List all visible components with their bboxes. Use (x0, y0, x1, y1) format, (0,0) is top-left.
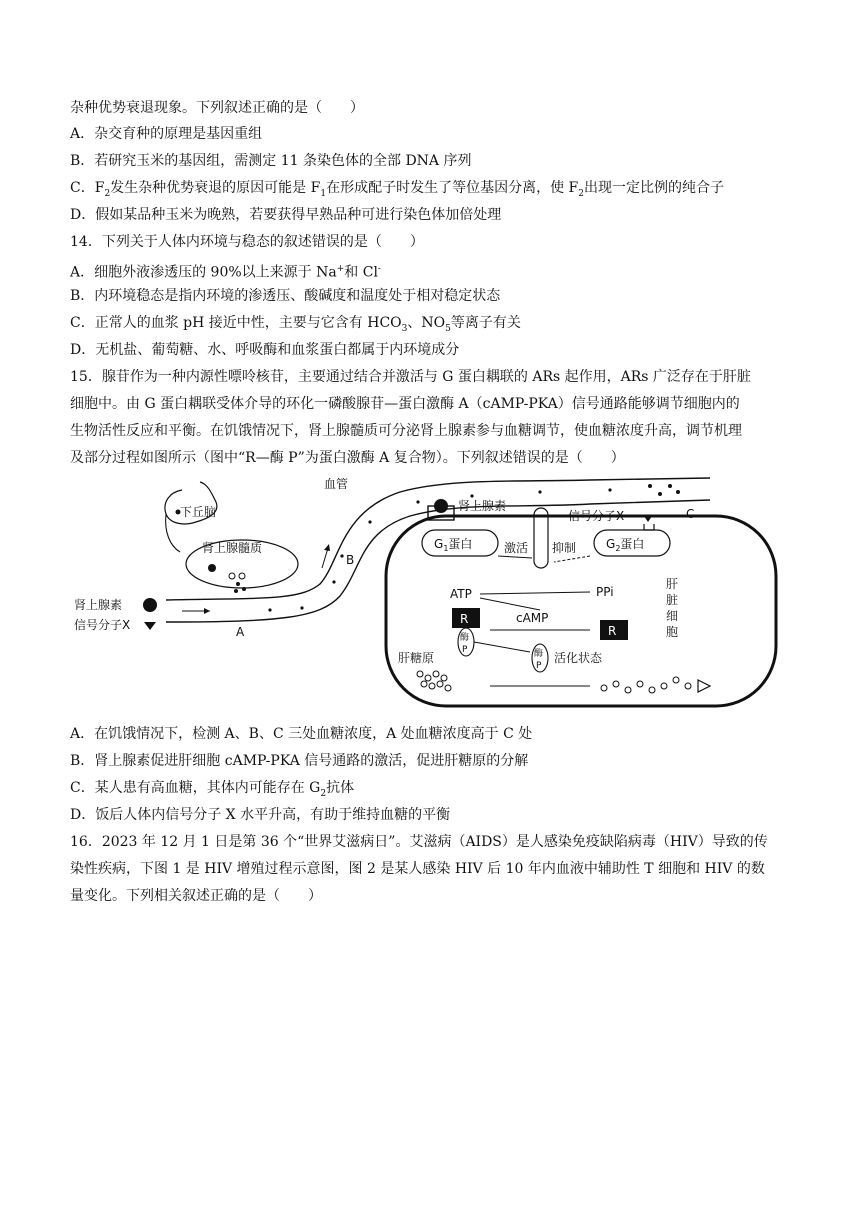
q13-option-a: A．杂交育种的原理是基因重组 (70, 126, 263, 142)
r-label: R (460, 612, 469, 626)
blood-particle (340, 554, 343, 557)
activation-arrow (474, 642, 530, 652)
adrenal-medulla-label: 肾上腺髓质 (202, 541, 263, 555)
q15-option-b: B．肾上腺素促进肝细胞 cAMP-PKA 信号通路的激活，促进肝糖原的分解 (70, 753, 529, 769)
glucose-transporter (698, 680, 710, 692)
q15-stem-line3: 生物活性反应和平衡。在饥饿情况下，肾上腺髓质可分泌肾上腺素参与血糖调节，使血糖浓度升高，调节机理 (70, 423, 742, 439)
g2-protein-label: $G_2$蛋白 (606, 537, 645, 553)
vesicle-icon (229, 573, 235, 579)
active-state-label: 活化状态 (554, 651, 603, 665)
q14-option-a: A．细胞外液渗透压的 90%以上来源于 Na+和 Cl- (70, 264, 381, 281)
label-a: A (236, 625, 245, 639)
q13-option-c: C．$F_2$发生杂种优势衰退的原因可能是 $F_1$在形成配子时发生了等位基因分离，使 $F_2$出现一定比例的纯合子 (70, 180, 724, 199)
blood-particle (538, 490, 541, 493)
active-p-label: P (536, 661, 542, 671)
q15-option-a: A．在饥饿情况下，检测 A、B、C 三处血糖浓度，A 处血糖浓度高于 C 处 (70, 726, 533, 742)
epinephrine-molecule (658, 492, 662, 496)
blood-particle (416, 500, 419, 503)
flow-arrowhead (204, 608, 210, 614)
q14-option-d: D．无机盐、葡萄糖、水、呼吸酶和血浆蛋白都属于内环境成分 (70, 342, 460, 358)
signal-x-receptor-label: 信号分子X (568, 509, 625, 523)
liver-cell-label-4: 胞 (666, 625, 679, 639)
secreted-hormone-dot (236, 582, 240, 586)
active-enzyme-label: 酶 (534, 649, 544, 659)
q15-option-d: D．饭后人体内信号分子 X 水平升高，有助于维持血糖的平衡 (70, 807, 451, 823)
epinephrine-legend-label: 肾上腺素 (74, 598, 123, 612)
epinephrine-molecule (648, 484, 652, 488)
signal-x-legend-label: 信号分子X (74, 618, 131, 632)
label-b: B (346, 553, 355, 567)
q15-option-c: C．某人患有高血糖，其体内可能存在 $G_2$抗体 (70, 780, 355, 799)
blood-particle (300, 606, 303, 609)
q14-stem: 14．下列关于人体内环境与稳态的叙述错误的是（ ） (70, 234, 424, 250)
vessel-lower-wall (166, 500, 710, 622)
flow-arrow (322, 548, 328, 568)
epinephrine-legend-icon (143, 598, 157, 612)
p-label: P (462, 645, 468, 655)
q13-option-b: B．若研究玉米的基因组，需测定 11 条染色体的全部 DNA 序列 (70, 153, 472, 169)
q13-option-d: D．假如某品种玉米为晚熟，若要获得早熟品种可进行染色体加倍处理 (70, 207, 502, 223)
nerve-fiber (166, 514, 180, 552)
signal-x-receptor (644, 524, 654, 530)
blood-particle (608, 488, 611, 491)
vessel-label: 血管 (324, 477, 349, 491)
bound-epinephrine-icon (434, 499, 448, 513)
atp-to-camp-arrow (480, 598, 540, 610)
q14-option-c: C．正常人的血浆 pH 接近中性，主要与它含有 $HCO_3$、$NO_5$等离子有关 (70, 315, 521, 334)
inhibit-label: 抑制 (552, 541, 577, 555)
signal-x-molecule-icon (644, 516, 652, 522)
blood-particle (268, 608, 271, 611)
glycogen-granules (417, 671, 451, 691)
vesicle-icon (239, 573, 245, 579)
q13-stem-continuation: 杂种优势衰退现象。下列叙述正确的是（ ） (70, 100, 364, 116)
camp-label: cAMP (516, 611, 549, 625)
atp-label: ATP (450, 587, 472, 601)
epinephrine-molecule (668, 484, 672, 488)
ppi-label: PPi (596, 585, 614, 599)
q16-stem-line3: 量变化。下列相关叙述正确的是（ ） (70, 888, 322, 904)
blood-sugar-regulation-diagram (70, 472, 790, 708)
flow-arrowhead (324, 544, 330, 551)
liver-cell-label-1: 肝 (666, 577, 679, 591)
hypothalamus-label: 下丘脑 (180, 505, 217, 519)
blood-particle (332, 580, 335, 583)
adrenal-cell-icon (208, 564, 216, 572)
glycogen-label: 肝糖原 (398, 651, 435, 665)
epinephrine-molecule (676, 490, 680, 494)
epinephrine-receptor-label: 肾上腺素 (458, 499, 507, 513)
q14-option-b: B．内环境稳态是指内环境的渗透压、酸碱度和温度处于相对稳定状态 (70, 288, 501, 304)
activate-arrow (498, 556, 532, 558)
activate-label: 激活 (504, 541, 529, 555)
secreted-hormone-dot (242, 587, 246, 591)
liver-cell-label-2: 脏 (666, 593, 679, 607)
inhibit-arrow (554, 556, 590, 562)
q15-stem-line2: 细胞中。由 G 蛋白耦联受体介导的环化一磷酸腺苷—蛋白激酶 A（cAMP-PKA）信号通路能够调节细胞内的 (70, 396, 740, 412)
label-c: C (686, 507, 695, 521)
blood-particle (368, 520, 371, 523)
q15-stem-line4: 及部分过程如图所示（图中“R—酶 P”为蛋白激酶 A 复合物）。下列叙述错误的是（ ） (70, 450, 625, 466)
liver-cell-label-3: 细 (666, 609, 679, 623)
q16-stem-line1: 16．2023 年 12 月 1 日是第 36 个“世界艾滋病日”。艾滋病（AIDS）是人感染免疫缺陷病毒（HIV）导致的传 (70, 834, 768, 850)
blood-particle (470, 494, 473, 497)
q15-stem-line1: 15．腺苷作为一种内源性嘌呤核苷，主要通过结合并激活与 G 蛋白耦联的 ARs 起作用，ARs 广泛存在于肝脏 (70, 369, 751, 385)
glucose-molecules (601, 677, 691, 693)
signal-x-legend-icon (144, 622, 156, 630)
g1-protein-label: $G_1$蛋白 (434, 537, 473, 553)
secreted-hormone-dot (234, 589, 238, 593)
enzyme-label: 酶 (460, 633, 470, 643)
atp-to-ppi-arrow (480, 592, 590, 594)
released-r-label: R (608, 624, 617, 638)
q16-stem-line2: 染性疾病，下图 1 是 HIV 增殖过程示意图，图 2 是某人感染 HIV 后 10 年内血液中辅助性 T 细胞和 HIV 的数 (70, 861, 765, 877)
